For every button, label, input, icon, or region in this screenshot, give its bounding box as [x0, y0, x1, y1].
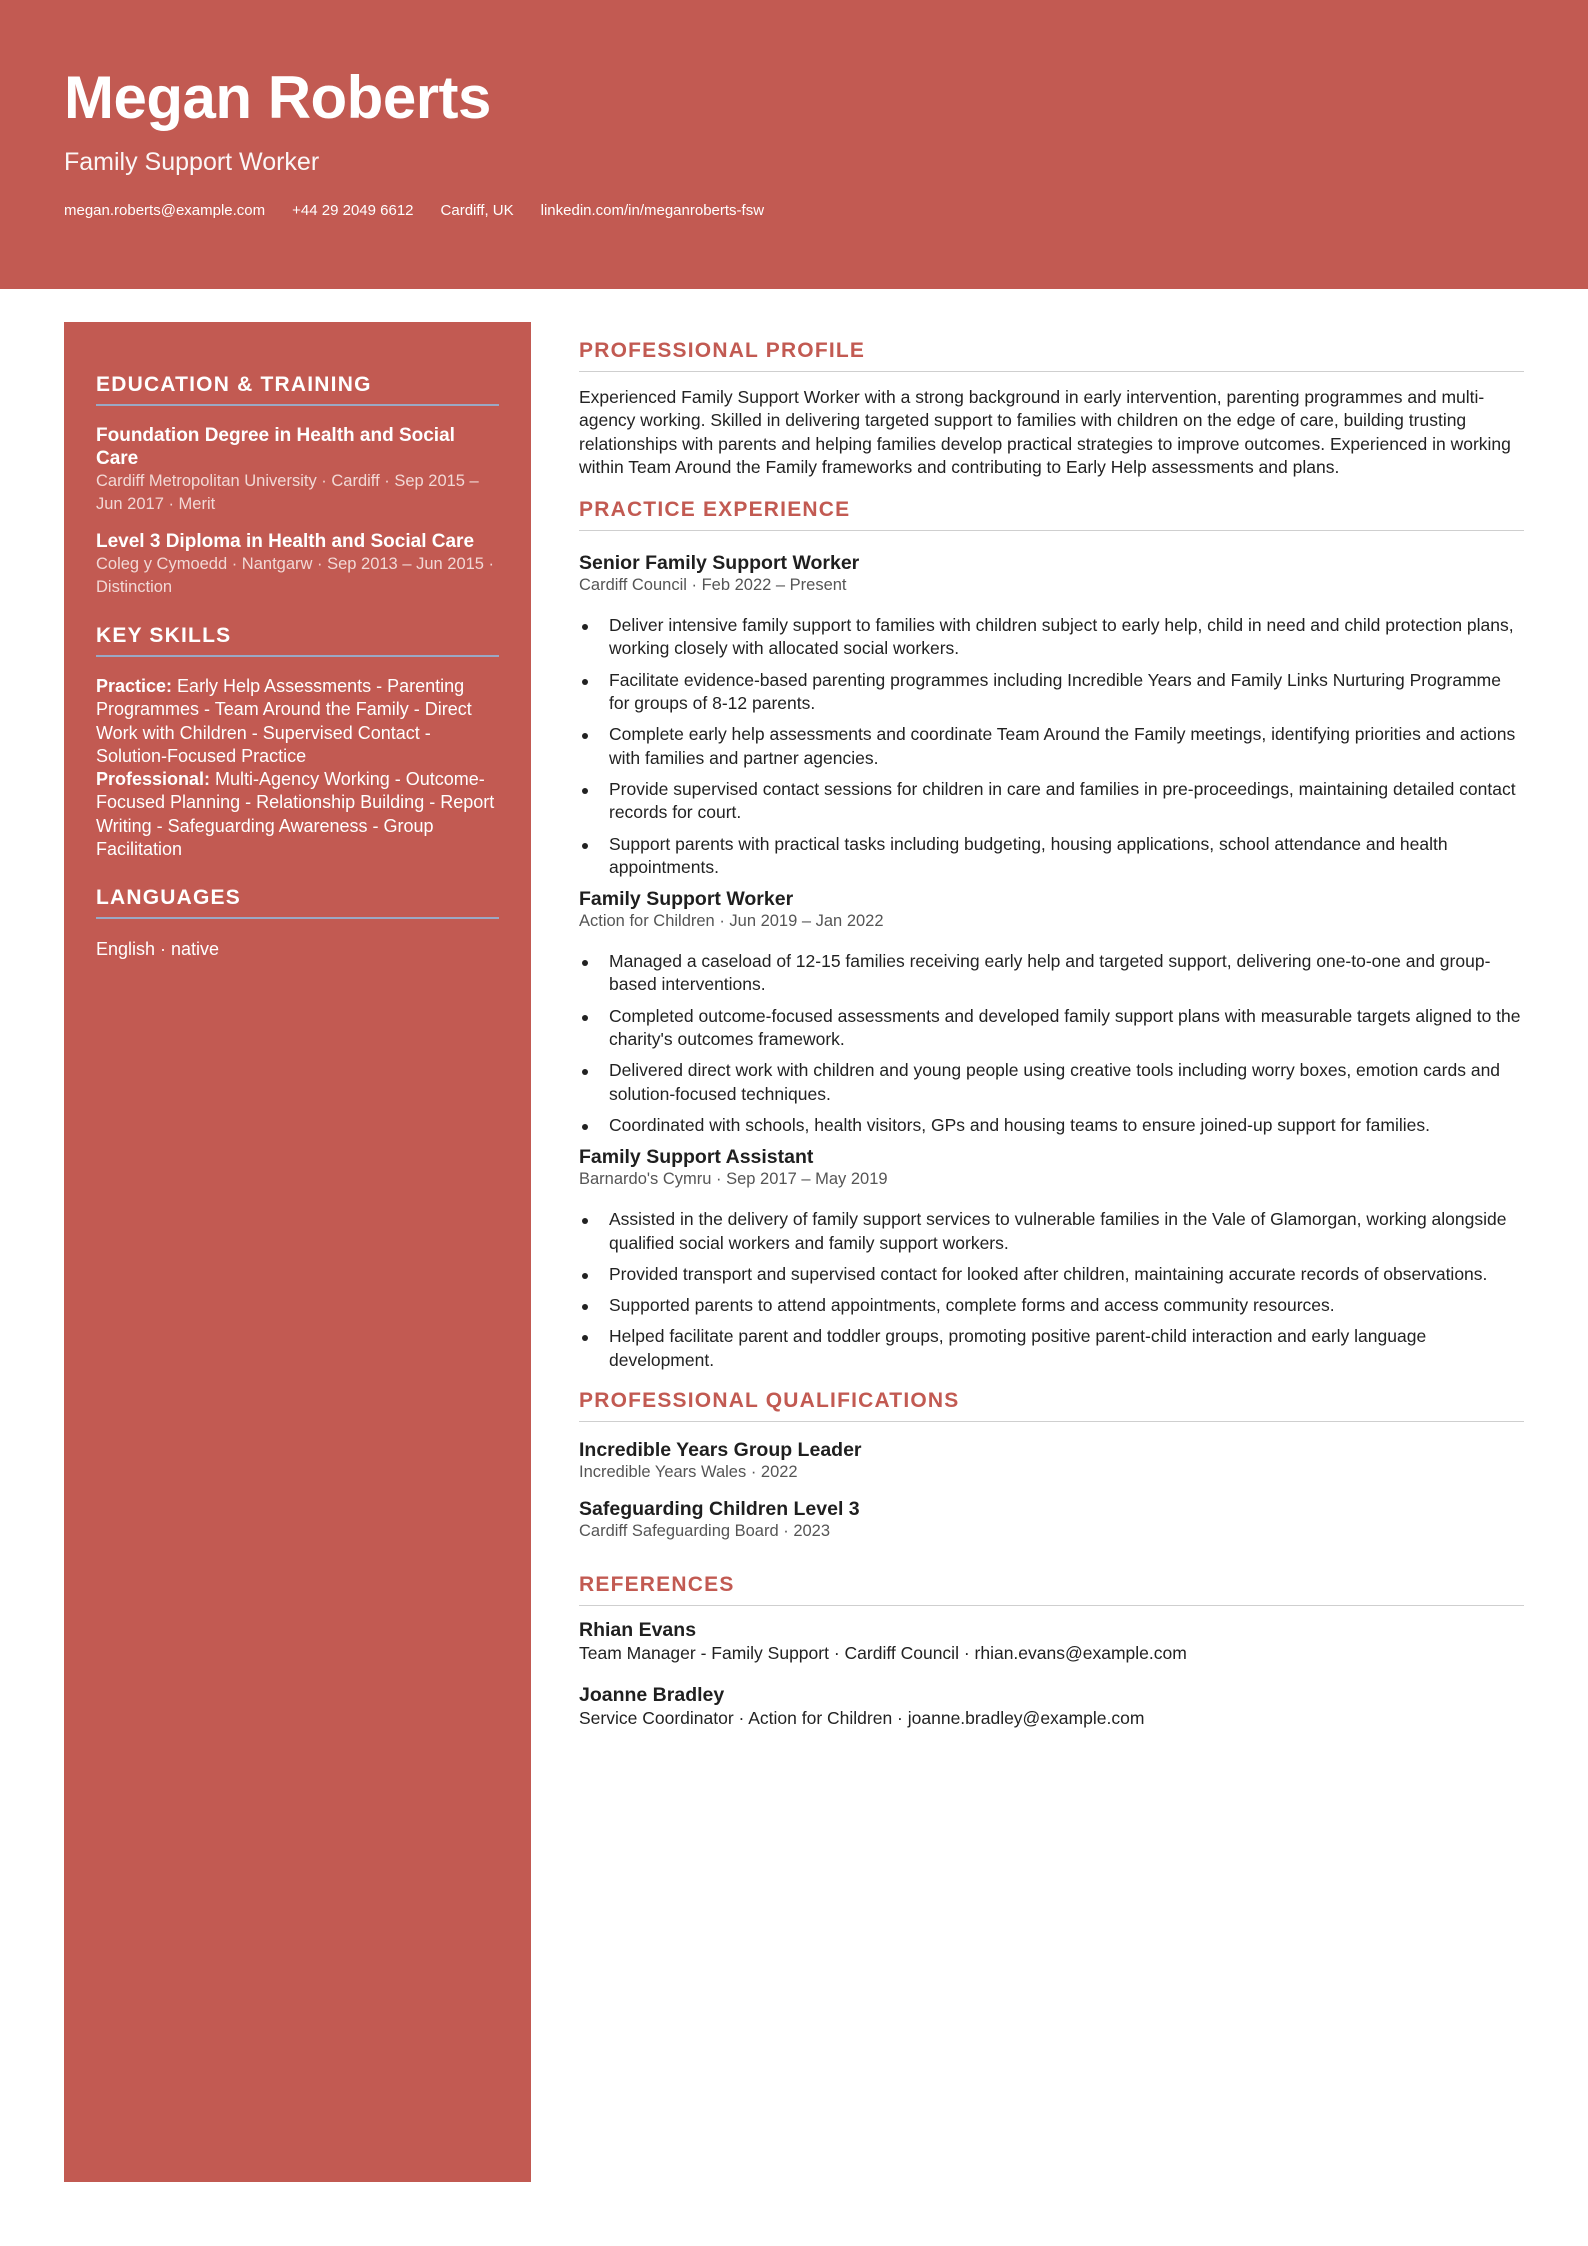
qualification-title: Safeguarding Children Level 3: [579, 1498, 860, 1521]
contact-email: megan.roberts@example.com: [64, 202, 266, 219]
references-section: [579, 1570, 1524, 1730]
reference-name: Rhian Evans: [579, 1619, 697, 1642]
job-bullet: Helped facilitate parent and toddler groups, promoting positive parent-child interaction and early language development.: [579, 1325, 1524, 1372]
practice-skills: Early Help Assessments - Parenting Programmes - Team Around the Family - Direct Work with Children - Supervised Contact - Solution-Focused Practice: [96, 676, 472, 766]
sidebar: [64, 322, 531, 2182]
job-bullets: [579, 614, 1524, 879]
job-bullet: Complete early help assessments and coordinate Team Around the Family meetings, identifying priorities and actions with families and partner agencies.: [579, 723, 1524, 770]
job-bullet: Facilitate evidence-based parenting programmes including Incredible Years and Family Links Nurturing Programme for groups of 8-12 parents.: [579, 669, 1524, 716]
education-heading: EDUCATION & TRAINING: [96, 370, 499, 406]
education-item: [96, 424, 499, 516]
job-title: Family Support Assistant: [579, 1146, 814, 1169]
education-item: [96, 530, 499, 599]
contact-list: [64, 200, 764, 222]
languages-section: [96, 883, 499, 961]
contact-phone: +44 29 2049 6612: [292, 202, 414, 219]
job-entry: [579, 1145, 1524, 1372]
practice-label: Practice:: [96, 676, 173, 696]
contact-location: Cardiff, UK: [440, 202, 514, 219]
reference-detail: Service Coordinator · Action for Children · joanne.bradley@example.com: [579, 1708, 1145, 1729]
profile-section: [579, 336, 1524, 479]
education-meta: Cardiff Metropolitan University · Cardiff · Sep 2015 – Jun 2017 · Merit: [96, 472, 479, 513]
job-bullet: Support parents with practical tasks including budgeting, housing applications, school attendance and health appointments.: [579, 833, 1524, 880]
qualification-meta: Cardiff Safeguarding Board · 2023: [579, 1522, 831, 1541]
job-bullet: Delivered direct work with children and young people using creative tools including worry boxes, emotion cards and solution-focused techniques.: [579, 1059, 1524, 1106]
job-meta: Barnardo's Cymru · Sep 2017 – May 2019: [579, 1170, 888, 1189]
profile-text: Experienced Family Support Worker with a strong background in early intervention, parenting programmes and multi-agency working. Skilled in delivering targeted support to families with children on the edge of care, building trusting relationships with parents and helping families develop practical strategies to improve outcomes. Experienced in working within Team Around the Family frameworks and contributing to Early Help assessments and plans.: [579, 387, 1511, 477]
qualification-item: [579, 1438, 1524, 1483]
job-title: Senior Family Support Worker: [579, 552, 860, 575]
experience-section: [579, 495, 1524, 1372]
professional-label: Professional:: [96, 769, 211, 790]
job-entry: [579, 887, 1524, 1137]
languages-text: English · native: [96, 939, 220, 960]
job-bullet: Assisted in the delivery of family support services to vulnerable families in the Vale of Glamorgan, working alongside qualified social workers and family support workers.: [579, 1208, 1524, 1255]
job-bullet: Coordinated with schools, health visitors, GPs and housing teams to ensure joined-up support for families.: [579, 1114, 1524, 1137]
profile-heading: PROFESSIONAL PROFILE: [579, 336, 1524, 372]
qualification-meta: Incredible Years Wales · 2022: [579, 1463, 798, 1482]
job-title: Family Support Worker: [579, 888, 794, 911]
resume-header: [0, 0, 1588, 289]
skills-text: [96, 675, 499, 861]
job-bullet: Supported parents to attend appointments, complete forms and access community resources.: [579, 1294, 1524, 1317]
candidate-role: Family Support Worker: [64, 148, 320, 176]
job-meta: Cardiff Council · Feb 2022 – Present: [579, 576, 847, 595]
job-bullet: Managed a caseload of 12-15 families receiving early help and targeted support, delivering one-to-one and group-based interventions.: [579, 950, 1524, 997]
skills-section: [96, 621, 499, 861]
job-bullet: Provided transport and supervised contact for looked after children, maintaining accurate records of observations.: [579, 1263, 1524, 1286]
skills-heading: KEY SKILLS: [96, 621, 499, 657]
qualifications-section: [579, 1386, 1524, 1542]
candidate-name: Megan Roberts: [64, 64, 491, 131]
reference-name: Joanne Bradley: [579, 1684, 725, 1707]
references-heading: REFERENCES: [579, 1570, 1524, 1606]
job-bullets: [579, 1208, 1524, 1372]
reference-item: [579, 1618, 1524, 1665]
experience-heading: PRACTICE EXPERIENCE: [579, 495, 1524, 531]
job-bullet: Provide supervised contact sessions for children in care and families in pre-proceedings, maintaining detailed contact records for court.: [579, 778, 1524, 825]
qualification-item: [579, 1497, 1524, 1542]
contact-linkedin: linkedin.com/in/meganroberts-fsw: [540, 202, 765, 219]
job-bullets: [579, 950, 1524, 1137]
job-entry: [579, 551, 1524, 879]
education-title: Foundation Degree in Health and Social Care: [96, 425, 455, 469]
job-bullet: Deliver intensive family support to families with children subject to early help, child in need and child protection plans, working closely with allocated social workers.: [579, 614, 1524, 661]
reference-detail: Team Manager - Family Support · Cardiff Council · rhian.evans@example.com: [579, 1643, 1187, 1664]
education-meta: Coleg y Cymoedd · Nantgarw · Sep 2013 – Jun 2015 · Distinction: [96, 555, 495, 596]
reference-item: [579, 1683, 1524, 1730]
education-section: [96, 370, 499, 599]
languages-heading: LANGUAGES: [96, 883, 499, 919]
qualification-title: Incredible Years Group Leader: [579, 1439, 862, 1462]
job-bullet: Completed outcome-focused assessments and developed family support plans with measurable targets aligned to the charity's outcomes framework.: [579, 1005, 1524, 1052]
professional-skills: Multi-Agency Working - Outcome-Focused Planning - Relationship Building - Report Writing - Safeguarding Awareness - Group Facilitation: [96, 769, 495, 860]
qualifications-heading: PROFESSIONAL QUALIFICATIONS: [579, 1386, 1524, 1422]
main-content: [579, 336, 1524, 1748]
education-title: Level 3 Diploma in Health and Social Care: [96, 531, 475, 552]
job-meta: Action for Children · Jun 2019 – Jan 2022: [579, 912, 884, 931]
